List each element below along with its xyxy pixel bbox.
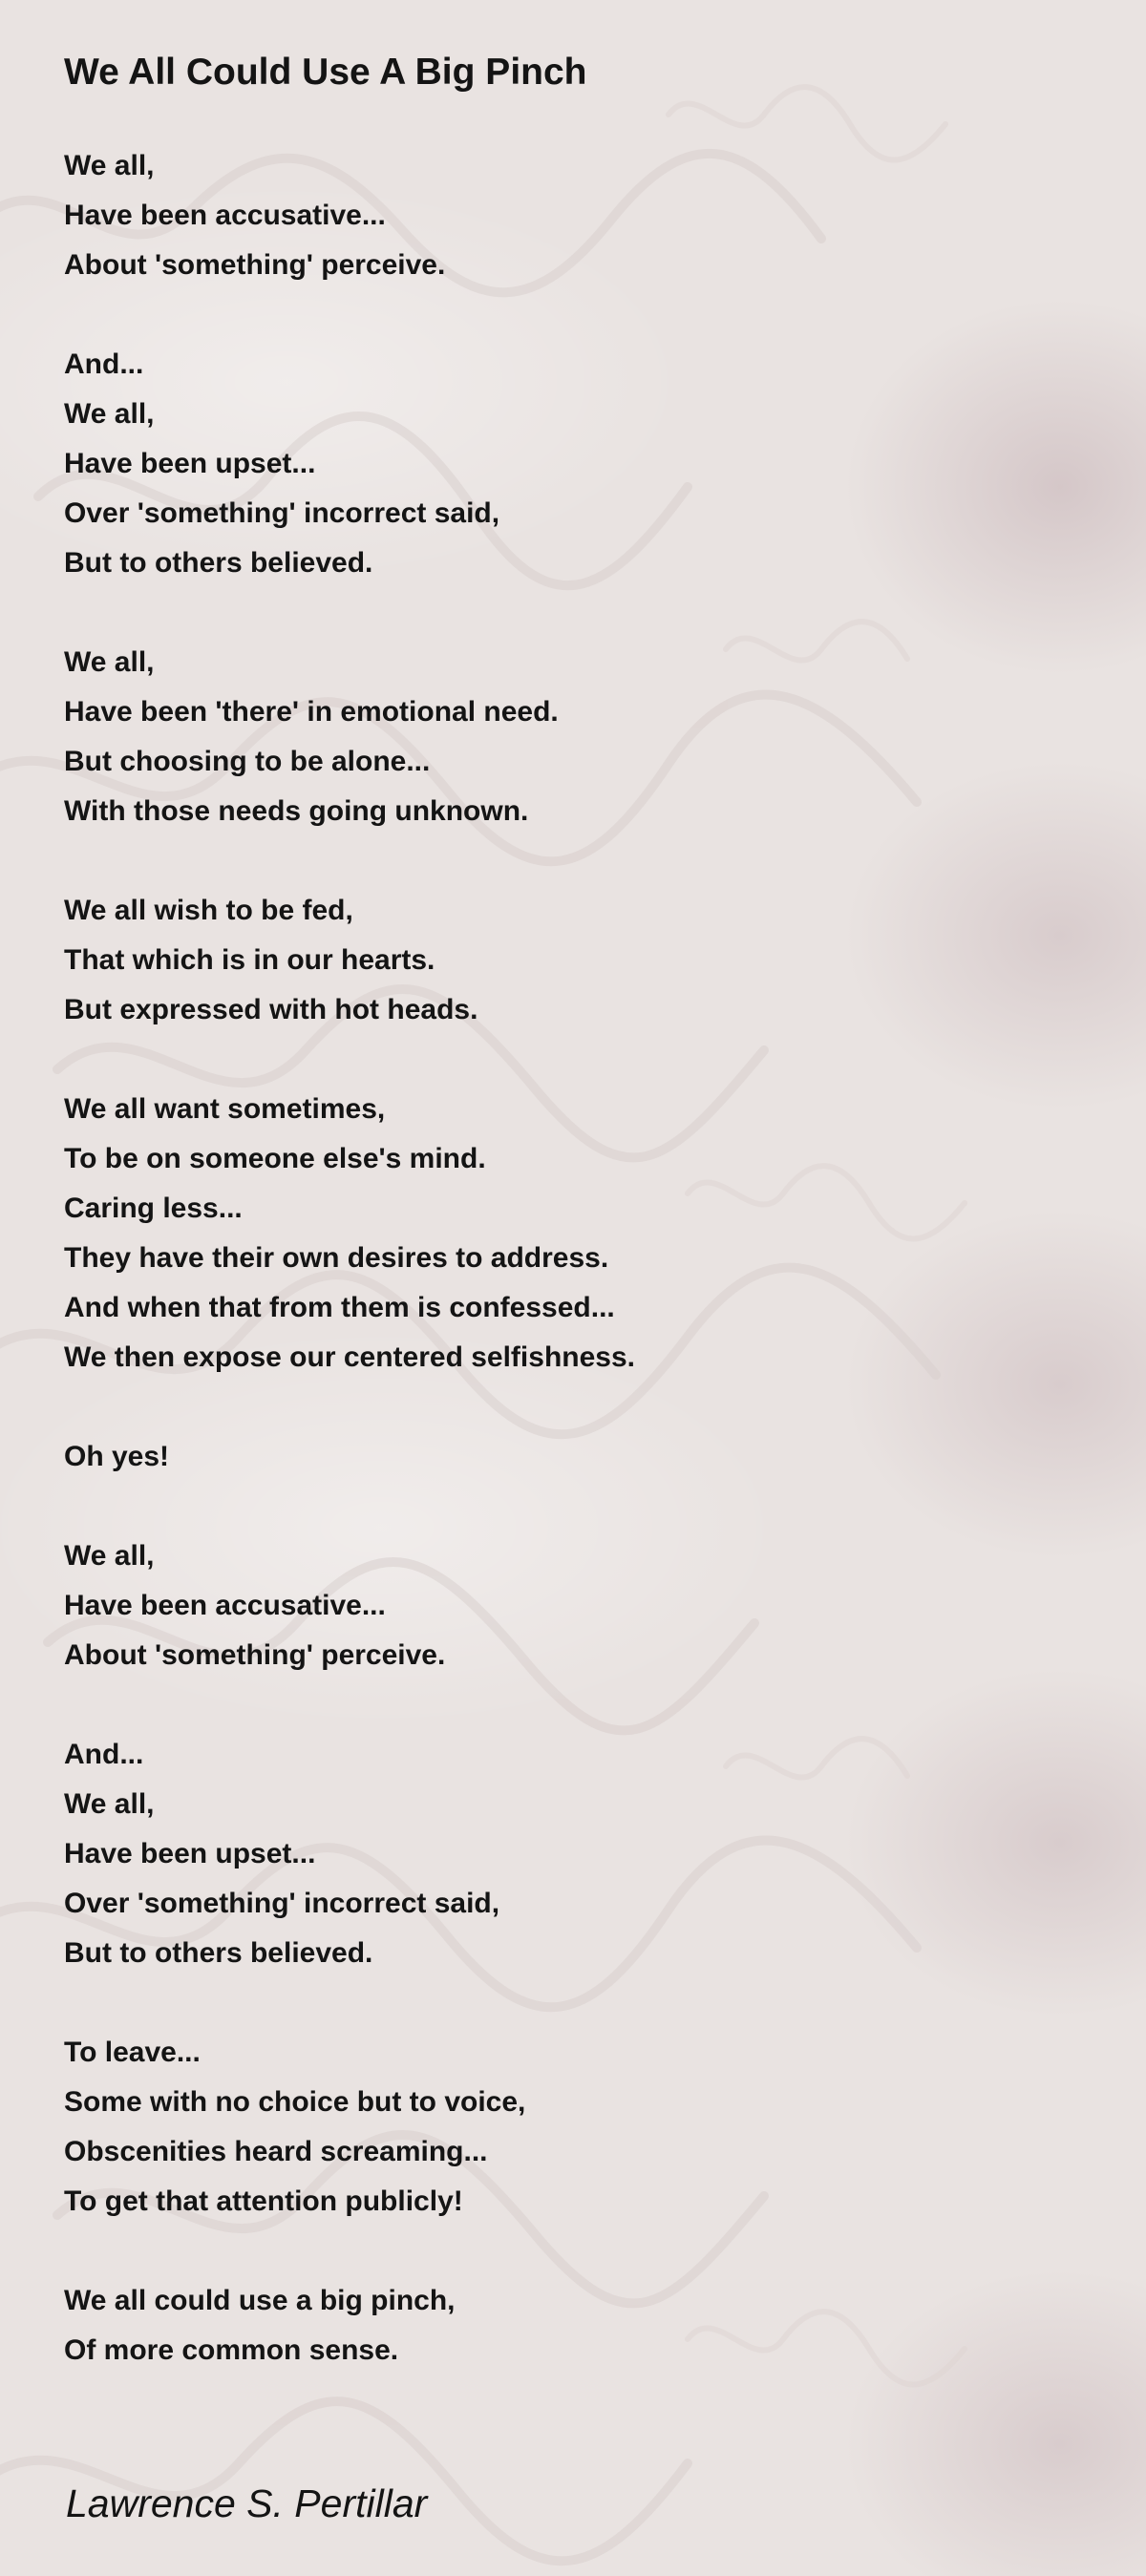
stanza-break bbox=[64, 1680, 635, 1730]
stanza-break bbox=[64, 2227, 635, 2276]
poem-line: With those needs going unknown. bbox=[64, 795, 529, 827]
poem-line: About 'something' perceive. bbox=[64, 249, 446, 281]
poem-line: We all want sometimes, bbox=[64, 1093, 386, 1125]
poem-line: We all, bbox=[64, 1788, 155, 1820]
stanza-break bbox=[64, 290, 635, 340]
poem-line: And... bbox=[64, 348, 144, 380]
poem-line: To leave... bbox=[64, 2037, 201, 2068]
poem-author: Lawrence S. Pertillar bbox=[66, 2481, 428, 2525]
stanza-break bbox=[64, 1978, 635, 2028]
poem-line: But choosing to be alone... bbox=[64, 746, 431, 777]
poem-line: Have been accusative... bbox=[64, 1590, 386, 1621]
poem-line: We all, bbox=[64, 398, 155, 430]
poem-line: We all, bbox=[64, 646, 155, 678]
poem-line: Caring less... bbox=[64, 1193, 243, 1224]
poem-line: We then expose our centered selfishness. bbox=[64, 1341, 635, 1373]
poem-line: But to others believed. bbox=[64, 547, 373, 579]
poem-line: And when that from them is confessed... bbox=[64, 1292, 615, 1323]
stanza-break bbox=[64, 836, 635, 886]
poem-line: We all could use a big pinch, bbox=[64, 2285, 456, 2316]
poem-line: Oh yes! bbox=[64, 1441, 170, 1472]
poem-line: About 'something' perceive. bbox=[64, 1639, 446, 1671]
poem-line: Have been accusative... bbox=[64, 200, 386, 231]
poem-line: But to others believed. bbox=[64, 1937, 373, 1969]
poem-line: Have been upset... bbox=[64, 448, 316, 479]
poem-line: But expressed with hot heads. bbox=[64, 994, 478, 1025]
poem-line: Some with no choice but to voice, bbox=[64, 2086, 526, 2118]
poem-line: We all, bbox=[64, 1540, 155, 1572]
poem-line: Of more common sense. bbox=[64, 2334, 399, 2366]
poem-line: Over 'something' incorrect said, bbox=[64, 497, 500, 529]
poem-line: They have their own desires to address. bbox=[64, 1242, 609, 1274]
poem-line: Have been upset... bbox=[64, 1838, 316, 1869]
poem-line: And... bbox=[64, 1739, 144, 1770]
poem-line: We all wish to be fed, bbox=[64, 895, 353, 926]
stanza-break bbox=[64, 1383, 635, 1432]
poem-line: Have been 'there' in emotional need. bbox=[64, 696, 559, 728]
poem-line: Obscenities heard screaming... bbox=[64, 2136, 488, 2167]
poem-line: Over 'something' incorrect said, bbox=[64, 1888, 500, 1919]
poem-line: To get that attention publicly! bbox=[64, 2185, 463, 2217]
poem-line: We all, bbox=[64, 150, 155, 181]
stanza-break bbox=[64, 1482, 635, 1531]
poem-body bbox=[64, 141, 635, 2375]
poem-title: We All Could Use A Big Pinch bbox=[64, 52, 587, 93]
poem-line: To be on someone else's mind. bbox=[64, 1143, 486, 1174]
stanza-break bbox=[64, 588, 635, 638]
poem-line: That which is in our hearts. bbox=[64, 944, 435, 976]
stanza-break bbox=[64, 1035, 635, 1085]
